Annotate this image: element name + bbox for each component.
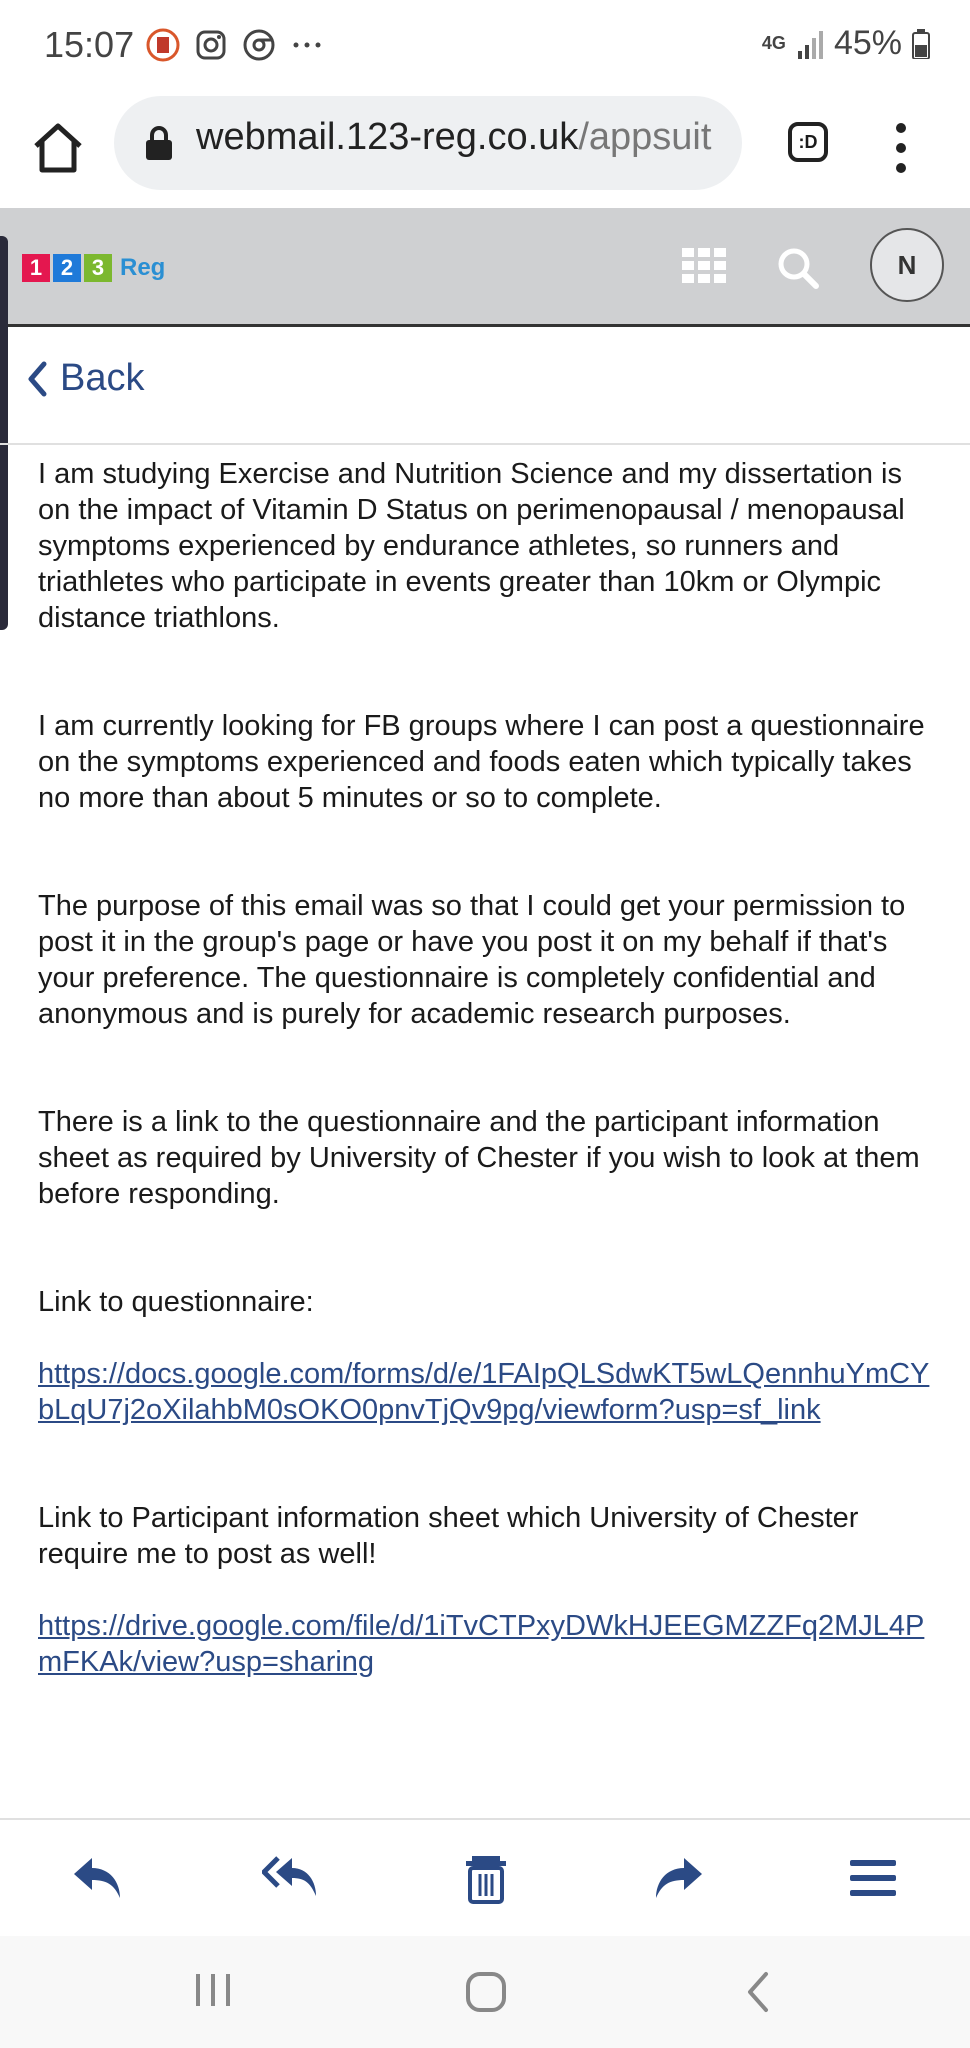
questionnaire-label: Link to questionnaire: (38, 1286, 314, 1318)
status-time: 15:07 (44, 24, 135, 65)
url-domain: webmail.123-reg.co.uk (196, 116, 579, 158)
delete-icon[interactable] (458, 1852, 514, 1904)
user-avatar[interactable]: N (870, 228, 944, 302)
signal-icon (796, 29, 824, 59)
logo-digit-1: 1 (22, 254, 50, 282)
home-icon[interactable] (26, 116, 90, 180)
address-bar[interactable] (114, 96, 742, 190)
forward-icon[interactable] (650, 1852, 706, 1904)
logo-digit-3: 3 (84, 254, 112, 282)
url-text (196, 116, 711, 159)
app-grid-icon[interactable] (682, 248, 726, 284)
more-notifications-icon (290, 28, 324, 62)
instagram-icon (194, 28, 228, 62)
app-header (0, 208, 970, 327)
message-paragraph: There is a link to the questionnaire and the participant information sheet as required by University of Chester if you wish to look at them before responding. (38, 1106, 920, 1210)
message-paragraph: I am studying Exercise and Nutrition Science and my dissertation is on the impact of Vitamin D Status on perimenopausal / menopausal symptoms experienced by endurance athletes, so runners and triathletes who participate in events greater than 10km or Olympic distance triathlons. (38, 458, 905, 634)
info-sheet-link[interactable]: https://drive.google.com/file/d/1iTvCTPxyDWkHJEEGMZZFq2MJL4PmFKAk/view?usp=sharing (38, 1610, 925, 1678)
battery-percent: 45% (833, 24, 902, 62)
chrome-icon (242, 28, 276, 62)
app-notification-icon (146, 28, 180, 62)
questionnaire-link[interactable]: https://docs.google.com/forms/d/e/1FAIpQLSdwKT5wLQennhuYmCYbLqU7j2oXilahbM0sOKO0pnvTjQv9pg/viewform?usp=sf_link (38, 1358, 930, 1426)
message-body (38, 456, 938, 1752)
message-action-bar (0, 1818, 970, 1938)
back-row (0, 327, 970, 445)
info-sheet-label: Link to Participant information sheet which University of Chester require me to post as well! (38, 1502, 859, 1570)
battery-icon (912, 29, 930, 59)
back-nav-icon[interactable] (742, 1970, 772, 2014)
back-label: Back (60, 357, 145, 399)
message-paragraph: I am currently looking for FB groups where I can post a questionnaire on the symptoms experienced and foods eaten which typically takes no more than about 5 minutes or so to complete. (38, 710, 925, 814)
app-logo[interactable] (22, 254, 165, 282)
browser-menu-icon[interactable] (886, 118, 916, 178)
reply-icon[interactable] (70, 1852, 126, 1904)
url-path: /appsuit (578, 116, 712, 158)
message-paragraph: The purpose of this email was so that I could get your permission to post it in the group's page or have you post it on my behalf if that's your preference. The questionnaire is completely confidential and anonymous and is purely for academic research purposes. (38, 890, 906, 1030)
logo-digit-2: 2 (53, 254, 81, 282)
browser-toolbar (0, 92, 970, 208)
status-notification-icons (146, 28, 324, 62)
home-nav-icon[interactable] (464, 1970, 508, 2014)
tab-switcher-button[interactable]: :D (788, 122, 828, 162)
chevron-left-icon (26, 361, 48, 397)
system-nav-bar (0, 1936, 970, 2048)
status-bar (0, 0, 970, 92)
network-type: 4G (761, 33, 786, 53)
status-right (762, 24, 930, 63)
logo-text: Reg (120, 254, 166, 281)
back-button[interactable] (26, 357, 144, 400)
recent-apps-icon[interactable] (192, 1970, 236, 2010)
search-icon[interactable] (776, 246, 820, 290)
more-menu-icon[interactable] (846, 1852, 902, 1904)
reply-all-icon[interactable] (262, 1852, 318, 1904)
lock-icon (144, 126, 174, 160)
